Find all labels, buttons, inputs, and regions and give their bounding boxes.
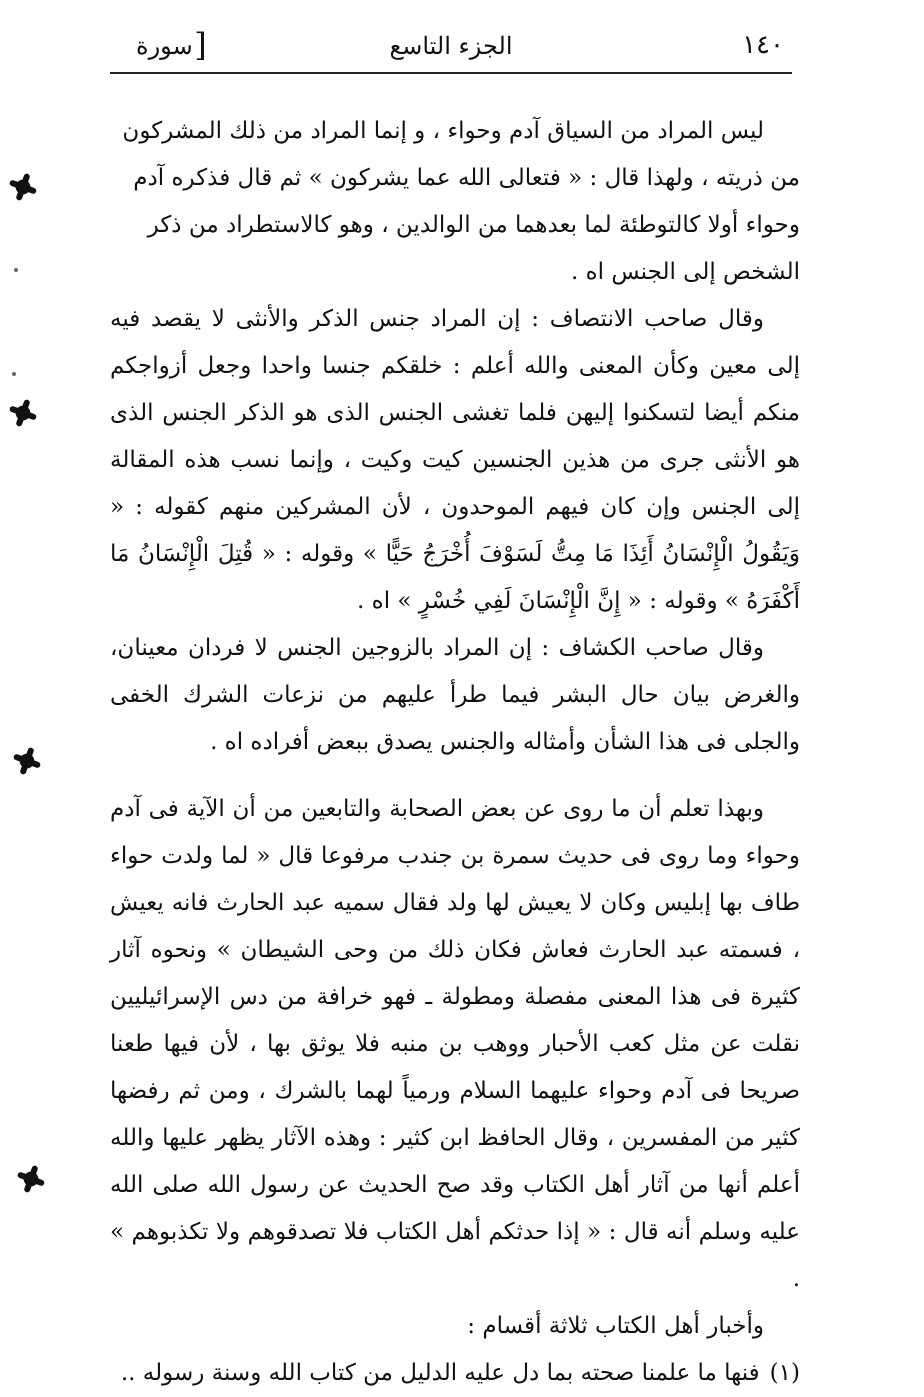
paragraph-2-text-3: وقوله : — [649, 588, 718, 614]
paragraph-2-text: وقال صاحب الانتصاف : إن المراد جنس الذكر والأنثى لا يقصد فيه إلى معين وكأن المعنى والله أعلم : خلقكم جنسا واحدا وجعل أزواجكم منكم أيضا لتسكنوا إليهن فلما تغشى الجنس الذى هو الذكر الجنس الذى هو الأنثى جرى من هذين الجنسين كيت وكيت ، وإنما نسب هذه المقالة إلى الجنس وإن كان فيهم الموحدون ، لأن المشركين منهم كقوله : — [110, 306, 800, 520]
bracket-glyph: [ — [194, 26, 207, 64]
ink-speck — [12, 372, 16, 376]
paragraph-4: وبهذا تعلم أن ما روى عن بعض الصحابة والتابعين من أن الآية فى آدم وحواء وما روى فى حديث سمرة بن جندب مرفوعا قال « لما ولدت حواء طاف بها إبليس وكان لا يعيش لها ولد فقال سميه عبد الحارث فانه يعيش ، فسمته عبد الحارث فعاش فكان ذلك من وحى الشيطان » ونحوه آثار كثيرة فى هذا المعنى مفصلة ومطولة ـ فهو خرافة من دس الإسرائيليين نقلت عن مثل كعب الأحبار ووهب بن منبه فلا يوثق بها ، لأن فيها طعنا صريحا فى آدم وحواء عليهما السلام ورمياً لهما بالشرك ، ومن ثم رفضها كثير من المفسرين ، وقال الحافظ ابن كثير : وهذه الآثار يظهر عليها والله أعلم أنها من آثار أهل الكتاب وقد صح الحديث عن رسول الله صلى الله عليه وسلم أنه قال : « إذا حدثكم أهل الكتاب فلا تصدقوهم ولا تكذبوهم » . — [110, 796, 800, 1292]
ink-speck — [14, 268, 18, 272]
running-title: الجزء التاسع — [389, 32, 513, 60]
ink-blot-mark — [22, 1170, 40, 1188]
paragraph-2-text-4: اه . — [357, 588, 391, 614]
list-item-number: (١) — [769, 1360, 800, 1386]
list-item — [110, 1350, 800, 1397]
paragraph-5: وأخبار أهل الكتاب ثلاثة أقسام : — [467, 1313, 764, 1339]
paragraph-2 — [110, 296, 800, 625]
paragraph-1: ليس المراد من السياق آدم وحواء ، و إنما المراد من ذلك المشركون من ذريته ، ولهذا قال : « فتعالى الله عما يشركون » ثم قال فذكره آدم وحواء أولا كالتوطئة لما بعدهما من الوالدين ، وهو كالاستطراد من ذكر الشخص إلى الجنس اه . — [122, 118, 800, 285]
page-number: ١٤٠ — [742, 30, 784, 60]
ink-blot-mark — [18, 752, 36, 770]
page-header — [110, 28, 792, 74]
ink-blot-mark — [14, 178, 32, 196]
surah-label-text: سورة — [136, 32, 193, 60]
paragraph-3: وقال صاحب الكشاف : إن المراد بالزوجين الجنس لا فردان معينان، والغرض بيان حال البشر فيما طرأ عليهم من نزعات الشرك الخفى والجلى فى هذا الشأن وأمثاله والجنس يصدق ببعض أفراده اه . — [110, 635, 800, 755]
quran-verse-1: « وَيَقُولُ الْإِنْسَانُ أَئِذَا مَا مِتُّ لَسَوْفَ أُخْرَجُ حَيًّا » — [110, 494, 800, 567]
surah-label — [136, 26, 207, 64]
list-item-text: فنها ما علمنا صحته بما دل عليه الدليل من كتاب الله وسنة رسوله .. — [120, 1360, 760, 1386]
ink-blot-mark — [14, 404, 32, 422]
page-body — [110, 108, 800, 1397]
quran-verse-3: « إِنَّ الْإِنْسَانَ لَفِي خُسْرٍ » — [397, 588, 642, 614]
paragraph-2-text-2: وقوله : — [284, 541, 355, 567]
quran-verse-2: « قُتِلَ الْإِنْسَانُ مَا أَكْفَرَهُ » — [110, 541, 800, 614]
